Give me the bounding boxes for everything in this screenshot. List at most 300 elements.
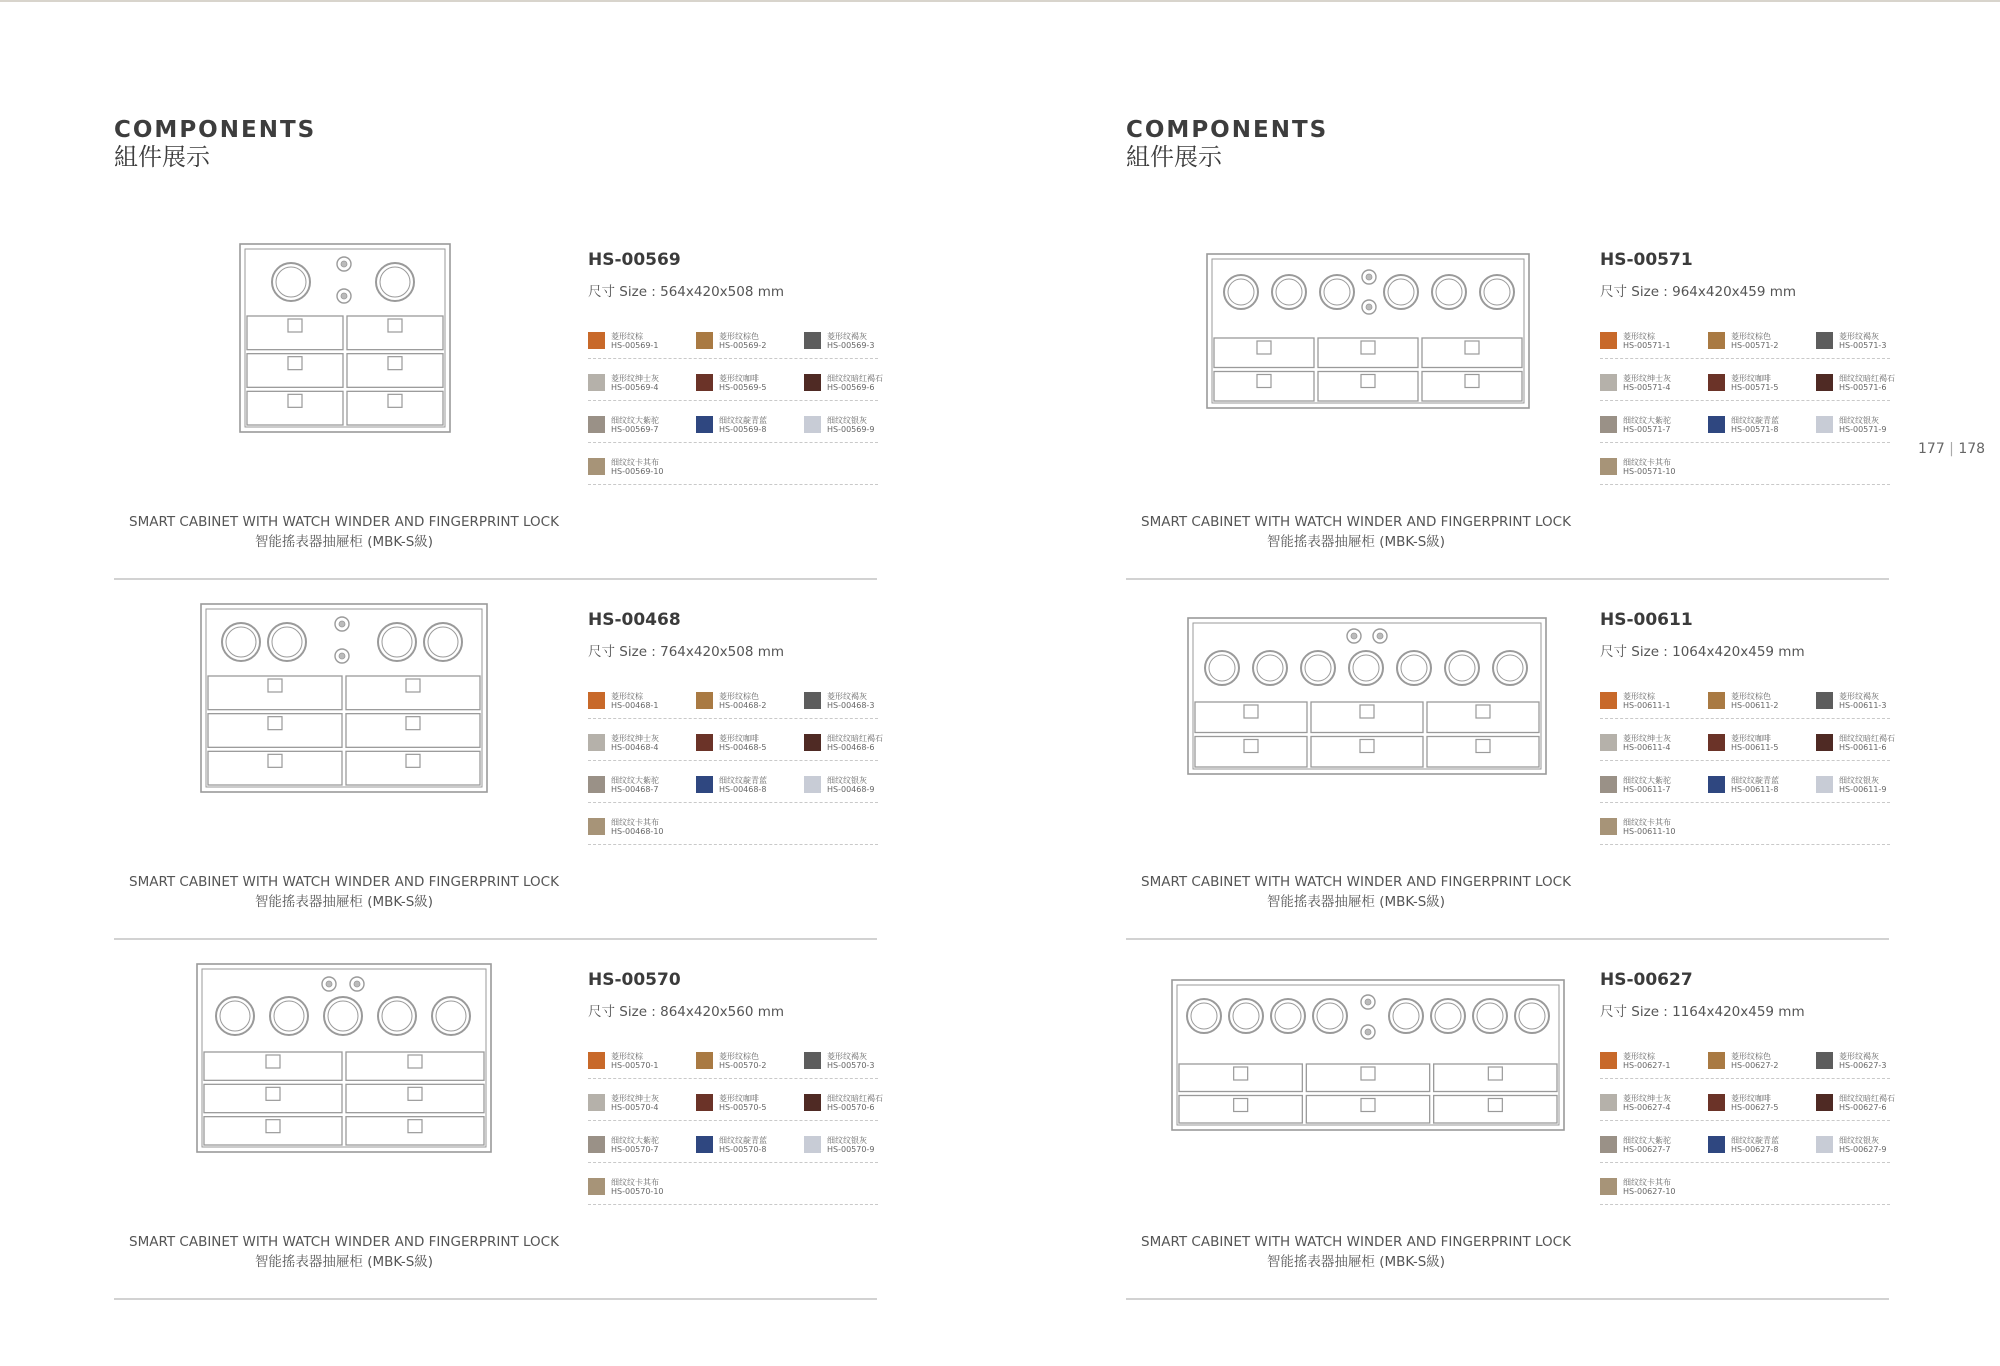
watch-winder-inner [1519, 1003, 1545, 1029]
watch-winder-inner [1484, 279, 1510, 305]
watch-winder-ring [378, 623, 416, 661]
drawer-front [247, 391, 343, 425]
swatch-row-divider [588, 760, 878, 761]
page-number-right: 178 [1958, 441, 1986, 457]
cabinet-title [114, 1232, 574, 1272]
swatch-code: HS-00570-1 [611, 1061, 659, 1070]
drawer-handle [268, 679, 282, 692]
watch-winder-inner [1275, 1003, 1301, 1029]
swatch-name: 细纹纹大紫驼 [1623, 416, 1671, 425]
swatch-row-divider [588, 802, 878, 803]
swatch-code: HS-00627-6 [1839, 1103, 1887, 1112]
watch-winder-inner [1257, 655, 1283, 681]
swatch-chip [1600, 818, 1617, 835]
swatch-row-divider [588, 1204, 878, 1205]
drawer-handle [388, 357, 402, 370]
swatch-chip [696, 692, 713, 709]
watch-winder-ring [1301, 651, 1335, 685]
watch-winder-inner [220, 1001, 250, 1031]
swatch-code: HS-00571-3 [1839, 341, 1887, 350]
cabinet-diagram [114, 598, 574, 868]
swatch-chip [1708, 776, 1725, 793]
watch-winder-ring [1389, 999, 1423, 1033]
swatch-chip [1600, 776, 1617, 793]
drawer-front [346, 676, 480, 710]
drawer-front [1311, 737, 1423, 768]
drawer-handle [408, 1055, 422, 1068]
swatch-code: HS-00627-8 [1731, 1145, 1779, 1154]
swatch-row-divider [1600, 1162, 1890, 1163]
drawer-handle [406, 754, 420, 767]
cabinet-title-zh: 智能搖表器抽屜柜 (MBK-S級) [1266, 1254, 1446, 1270]
swatch-chip [588, 332, 605, 349]
cabinet-inner-frame [245, 249, 445, 427]
swatch-chip [696, 1136, 713, 1153]
drawer-handle [288, 319, 302, 332]
swatch-code: HS-00569-9 [827, 425, 875, 434]
drawer-handle [1465, 375, 1479, 388]
cabinet-title-en: SMART CABINET WITH WATCH WINDER AND FINGERPRINT LOCK [129, 1234, 559, 1250]
swatch-chip [588, 1136, 605, 1153]
swatch-chip [804, 332, 821, 349]
swatch-name: 细纹纹暗红褐石 [827, 1094, 883, 1103]
control-dial-center [1366, 304, 1372, 310]
cabinet-title [1126, 872, 1586, 912]
drawer-front [347, 391, 443, 425]
swatch-row-divider [1600, 1078, 1890, 1079]
swatch-chip [1708, 734, 1725, 751]
watch-winder-inner [1228, 279, 1254, 305]
swatch-code: HS-00468-9 [827, 785, 875, 794]
swatch-code: HS-00627-10 [1623, 1187, 1676, 1196]
watch-winder-inner [382, 627, 412, 657]
swatch-chip [1708, 1136, 1725, 1153]
drawer-handle [1360, 740, 1374, 753]
swatch-name: 菱形纹棕 [611, 692, 643, 701]
product-card [1126, 598, 1895, 958]
swatch-code: HS-00468-5 [719, 743, 767, 752]
swatch-code: HS-00627-7 [1623, 1145, 1671, 1154]
swatch-code: HS-00611-3 [1839, 701, 1887, 710]
swatch-name: 菱形纹咖啡 [719, 374, 759, 383]
drawer-handle [406, 679, 420, 692]
watch-winder-ring [222, 623, 260, 661]
drawer-front [1306, 1064, 1429, 1092]
cabinet-outline [240, 244, 450, 432]
drawer-front [1311, 702, 1423, 733]
swatch-row-divider [1600, 484, 1890, 485]
swatch-row-divider [1600, 358, 1890, 359]
drawer-handle [1360, 705, 1374, 718]
watch-winder-ring [1320, 275, 1354, 309]
swatch-name: 细纹纹银灰 [827, 416, 867, 425]
product-card [114, 598, 883, 958]
watch-winder-inner [1191, 1003, 1217, 1029]
swatch-chip [588, 692, 605, 709]
watch-winder-inner [1317, 1003, 1343, 1029]
swatch-code: HS-00611-7 [1623, 785, 1671, 794]
drawer-front [247, 354, 343, 388]
drawer-handle [1257, 341, 1271, 354]
swatch-code: HS-00627-3 [1839, 1061, 1887, 1070]
watch-winder-ring [272, 263, 310, 301]
swatch-name: 细纹纹大紫驼 [611, 416, 659, 425]
watch-winder-ring [1384, 275, 1418, 309]
swatch-chip [1600, 332, 1617, 349]
swatch-chip [696, 1094, 713, 1111]
swatch-code: HS-00571-6 [1839, 383, 1887, 392]
divider [114, 938, 877, 940]
swatch-chip [1708, 1052, 1725, 1069]
page-number-left: 177 [1918, 441, 1945, 457]
cabinet-title-en: SMART CABINET WITH WATCH WINDER AND FINGERPRINT LOCK [1141, 514, 1571, 530]
watch-winder-inner [436, 1001, 466, 1031]
swatch-chip [1816, 692, 1833, 709]
drawer-front [1214, 372, 1314, 402]
watch-winder-ring [1493, 651, 1527, 685]
swatch-row-divider [1600, 802, 1890, 803]
watch-winder-ring [1515, 999, 1549, 1033]
swatch-code: HS-00468-8 [719, 785, 767, 794]
watch-winder-inner [226, 627, 256, 657]
swatch-code: HS-00611-6 [1839, 743, 1887, 752]
watch-winder-ring [1271, 999, 1305, 1033]
cabinet-drawing [1126, 598, 1586, 868]
watch-winder-ring [1313, 999, 1347, 1033]
swatch-chip [1816, 776, 1833, 793]
drawer-front [1422, 372, 1522, 402]
drawer-handle [406, 717, 420, 730]
cabinet-outline [1188, 618, 1546, 774]
swatch-code: HS-00571-2 [1731, 341, 1779, 350]
drawer-handle [1361, 1067, 1375, 1080]
divider [1126, 578, 1889, 580]
drawer-handle [1476, 740, 1490, 753]
swatch-code: HS-00569-6 [827, 383, 875, 392]
product-code: HS-00468 [588, 610, 681, 630]
swatch-code: HS-00569-1 [611, 341, 659, 350]
swatch-code: HS-00468-3 [827, 701, 875, 710]
swatch-chip [696, 416, 713, 433]
swatch-name: 菱形纹绅士灰 [1623, 374, 1671, 383]
watch-winder-ring [1445, 651, 1479, 685]
swatch-name: 细纹纹暗红褐石 [827, 734, 883, 743]
product-size: 尺寸 Size : 764x420x508 mm [588, 644, 785, 660]
swatch-name: 细纹纹银灰 [1839, 776, 1879, 785]
swatch-name: 菱形纹褐灰 [827, 692, 867, 701]
drawer-front [1179, 1096, 1302, 1124]
swatch-chip [1816, 1052, 1833, 1069]
swatch-code: HS-00570-6 [827, 1103, 875, 1112]
drawer-handle [268, 717, 282, 730]
swatch-chip [588, 818, 605, 835]
swatch-chip [1600, 1178, 1617, 1195]
swatch-chip [1600, 374, 1617, 391]
swatch-code: HS-00569-5 [719, 383, 767, 392]
watch-winder-inner [1435, 1003, 1461, 1029]
watch-winder-inner [1209, 655, 1235, 681]
watch-winder-ring [1253, 651, 1287, 685]
swatch-name: 菱形纹绅士灰 [611, 734, 659, 743]
swatch-chip [1708, 332, 1725, 349]
swatch-code: HS-00570-2 [719, 1061, 767, 1070]
swatch-name: 菱形纹咖啡 [719, 734, 759, 743]
product-code: HS-00627 [1600, 970, 1693, 990]
product-size: 尺寸 Size : 964x420x459 mm [1600, 284, 1797, 300]
swatch-code: HS-00570-4 [611, 1103, 659, 1112]
swatch-code: HS-00570-9 [827, 1145, 875, 1154]
watch-winder-inner [1324, 279, 1350, 305]
drawer-front [346, 1084, 484, 1112]
product-card [1126, 238, 1895, 598]
swatch-name: 菱形纹褐灰 [1839, 692, 1879, 701]
cabinet-title-en: SMART CABINET WITH WATCH WINDER AND FINGERPRINT LOCK [129, 514, 559, 530]
cabinet-title [114, 872, 574, 912]
watch-winder-ring [1397, 651, 1431, 685]
swatch-name: 细纹纹银灰 [827, 1136, 867, 1145]
cabinet-title-zh: 智能搖表器抽屜柜 (MBK-S級) [1266, 534, 1446, 550]
swatch-name: 菱形纹棕色 [719, 332, 759, 341]
swatch-code: HS-00571-5 [1731, 383, 1779, 392]
drawer-handle [1488, 1067, 1502, 1080]
divider [114, 578, 877, 580]
swatch-row-divider [588, 484, 878, 485]
watch-winder-ring [1432, 275, 1466, 309]
swatch-chip [588, 1052, 605, 1069]
control-dial-center [354, 981, 360, 987]
swatch-name: 细纹纹靛青蓝 [719, 776, 767, 785]
control-dial-center [339, 653, 345, 659]
cabinet-title-zh: 智能搖表器抽屜柜 (MBK-S級) [1266, 894, 1446, 910]
swatch-name: 菱形纹棕色 [719, 692, 759, 701]
product-size: 尺寸 Size : 864x420x560 mm [588, 1004, 785, 1020]
swatch-code: HS-00611-1 [1623, 701, 1671, 710]
swatch-chip [1600, 734, 1617, 751]
drawer-front [1214, 338, 1314, 368]
watch-winder-inner [1401, 655, 1427, 681]
watch-winder-ring [1187, 999, 1221, 1033]
watch-winder-ring [324, 997, 362, 1035]
swatch-chip [588, 458, 605, 475]
swatch-name: 细纹纹大紫驼 [611, 776, 659, 785]
drawer-handle [1244, 740, 1258, 753]
swatch-name: 菱形纹绅士灰 [1623, 734, 1671, 743]
heading-zh: 組件展示 [1126, 143, 1222, 171]
swatch-code: HS-00627-4 [1623, 1103, 1671, 1112]
control-dial-center [1377, 633, 1383, 639]
swatch-chip [1816, 416, 1833, 433]
swatch-chip [588, 1094, 605, 1111]
drawer-front [1306, 1096, 1429, 1124]
swatch-chip [804, 692, 821, 709]
swatch-row-divider [1600, 1120, 1890, 1121]
swatch-chip [588, 734, 605, 751]
watch-winder-inner [428, 627, 458, 657]
swatch-name: 细纹纹大紫驼 [1623, 776, 1671, 785]
section-heading [114, 117, 316, 171]
control-dial-center [341, 261, 347, 267]
drawer-front [1422, 338, 1522, 368]
drawer-handle [1234, 1099, 1248, 1112]
watch-winder-inner [272, 627, 302, 657]
swatch-row-divider [1600, 442, 1890, 443]
swatch-chip [804, 1094, 821, 1111]
control-dial-center [1351, 633, 1357, 639]
swatch-code: HS-00571-7 [1623, 425, 1671, 434]
swatch-name: 细纹纹卡其布 [611, 818, 659, 827]
watch-winder-ring [432, 997, 470, 1035]
cabinet-outline [197, 964, 491, 1152]
watch-winder-ring [1431, 999, 1465, 1033]
watch-winder-ring [1272, 275, 1306, 309]
swatch-chip [1600, 1136, 1617, 1153]
watch-winder-ring [270, 997, 308, 1035]
product-size: 尺寸 Size : 1164x420x459 mm [1600, 1004, 1805, 1020]
swatch-chip [588, 374, 605, 391]
swatch-row-divider [1600, 760, 1890, 761]
swatch-code: HS-00570-8 [719, 1145, 767, 1154]
swatch-name: 菱形纹绅士灰 [611, 374, 659, 383]
cabinet-group [1207, 254, 1529, 408]
swatch-code: HS-00627-9 [1839, 1145, 1887, 1154]
swatch-row-divider [1600, 1204, 1890, 1205]
swatch-chip [1708, 374, 1725, 391]
cabinet-diagram [1126, 958, 1586, 1228]
swatch-chip [588, 1178, 605, 1195]
drawer-front [347, 354, 443, 388]
cabinet-drawing [1126, 958, 1586, 1228]
swatch-code: HS-00468-7 [611, 785, 659, 794]
swatch-name: 菱形纹咖啡 [1731, 734, 1771, 743]
swatch-code: HS-00468-6 [827, 743, 875, 752]
cabinet-diagram [114, 238, 574, 508]
swatch-name: 细纹纹银灰 [827, 776, 867, 785]
swatch-chip [1816, 1136, 1833, 1153]
swatch-name: 细纹纹大紫驼 [611, 1136, 659, 1145]
swatch-chip [804, 776, 821, 793]
watch-winder-ring [268, 623, 306, 661]
cabinet-drawing [114, 238, 574, 508]
watch-winder-inner [328, 1001, 358, 1031]
swatch-code: HS-00627-5 [1731, 1103, 1779, 1112]
swatch-name: 细纹纹大紫驼 [1623, 1136, 1671, 1145]
swatch-code: HS-00569-7 [611, 425, 659, 434]
divider [1126, 938, 1889, 940]
watch-winder-inner [1449, 655, 1475, 681]
swatch-row-divider [588, 358, 878, 359]
swatch-chip [696, 776, 713, 793]
product-card [114, 958, 883, 1318]
watch-winder-inner [1436, 279, 1462, 305]
cabinet-title [1126, 512, 1586, 552]
heading-en: COMPONENTS [114, 117, 317, 143]
swatch-name: 细纹纹暗红褐石 [1839, 734, 1895, 743]
drawer-front [1434, 1096, 1557, 1124]
watch-winder-ring [376, 263, 414, 301]
swatch-name: 菱形纹褐灰 [1839, 1052, 1879, 1061]
swatch-code: HS-00570-5 [719, 1103, 767, 1112]
watch-winder-ring [1480, 275, 1514, 309]
swatch-code: HS-00611-8 [1731, 785, 1779, 794]
cabinet-drawing [114, 958, 574, 1228]
cabinet-title [114, 512, 574, 552]
swatch-code: HS-00611-9 [1839, 785, 1887, 794]
drawer-handle [268, 754, 282, 767]
swatch-code: HS-00627-1 [1623, 1061, 1671, 1070]
swatch-name: 细纹纹暗红褐石 [1839, 1094, 1895, 1103]
cabinet-title-en: SMART CABINET WITH WATCH WINDER AND FINGERPRINT LOCK [129, 874, 559, 890]
swatch-chip [1816, 734, 1833, 751]
swatch-name: 细纹纹靛青蓝 [1731, 1136, 1779, 1145]
drawer-front [204, 1084, 342, 1112]
drawer-front [347, 316, 443, 350]
drawer-handle [288, 394, 302, 407]
swatch-chip [1600, 458, 1617, 475]
swatch-name: 菱形纹棕色 [1731, 332, 1771, 341]
drawer-handle [408, 1120, 422, 1133]
control-dial-center [339, 621, 345, 627]
swatch-chip [1600, 1052, 1617, 1069]
swatch-code: HS-00611-10 [1623, 827, 1676, 836]
cabinet-inner-frame [1177, 985, 1559, 1125]
swatch-chip [696, 734, 713, 751]
swatch-chip [1708, 416, 1725, 433]
cabinet-group [201, 604, 487, 792]
cabinet-title-zh: 智能搖表器抽屜柜 (MBK-S級) [254, 534, 434, 550]
drawer-handle [388, 394, 402, 407]
drawer-handle [266, 1087, 280, 1100]
drawer-front [346, 714, 480, 748]
watch-winder-ring [378, 997, 416, 1035]
drawer-front [346, 751, 480, 785]
swatch-name: 菱形纹棕 [611, 1052, 643, 1061]
watch-winder-inner [1233, 1003, 1259, 1029]
swatch-name: 菱形纹棕 [1623, 1052, 1655, 1061]
watch-winder-inner [1353, 655, 1379, 681]
drawer-handle [1361, 375, 1375, 388]
swatch-name: 细纹纹卡其布 [1623, 1178, 1671, 1187]
swatch-code: HS-00571-1 [1623, 341, 1671, 350]
cabinet-title-zh: 智能搖表器抽屜柜 (MBK-S級) [254, 1254, 434, 1270]
swatch-code: HS-00468-1 [611, 701, 659, 710]
divider [1126, 1298, 1889, 1300]
swatch-name: 菱形纹褐灰 [827, 332, 867, 341]
drawer-front [204, 1052, 342, 1080]
swatch-chip [1708, 692, 1725, 709]
drawer-front [1179, 1064, 1302, 1092]
cabinet-group [197, 964, 491, 1152]
swatch-name: 菱形纹棕 [1623, 332, 1655, 341]
watch-winder-inner [380, 267, 410, 297]
swatch-code: HS-00627-2 [1731, 1061, 1779, 1070]
heading-en: COMPONENTS [1126, 117, 1329, 143]
swatch-code: HS-00569-2 [719, 341, 767, 350]
watch-winder-ring [1229, 999, 1263, 1033]
drawer-front [247, 316, 343, 350]
drawer-handle [288, 357, 302, 370]
swatch-code: HS-00571-4 [1623, 383, 1671, 392]
swatch-code: HS-00569-8 [719, 425, 767, 434]
swatch-name: 菱形纹咖啡 [719, 1094, 759, 1103]
watch-winder-ring [1224, 275, 1258, 309]
swatch-name: 菱形纹咖啡 [1731, 374, 1771, 383]
swatch-row-divider [1600, 400, 1890, 401]
swatch-name: 细纹纹靛青蓝 [1731, 776, 1779, 785]
drawer-front [1318, 338, 1418, 368]
cabinet-group [1172, 980, 1564, 1130]
watch-winder-ring [216, 997, 254, 1035]
swatch-name: 细纹纹银灰 [1839, 1136, 1879, 1145]
